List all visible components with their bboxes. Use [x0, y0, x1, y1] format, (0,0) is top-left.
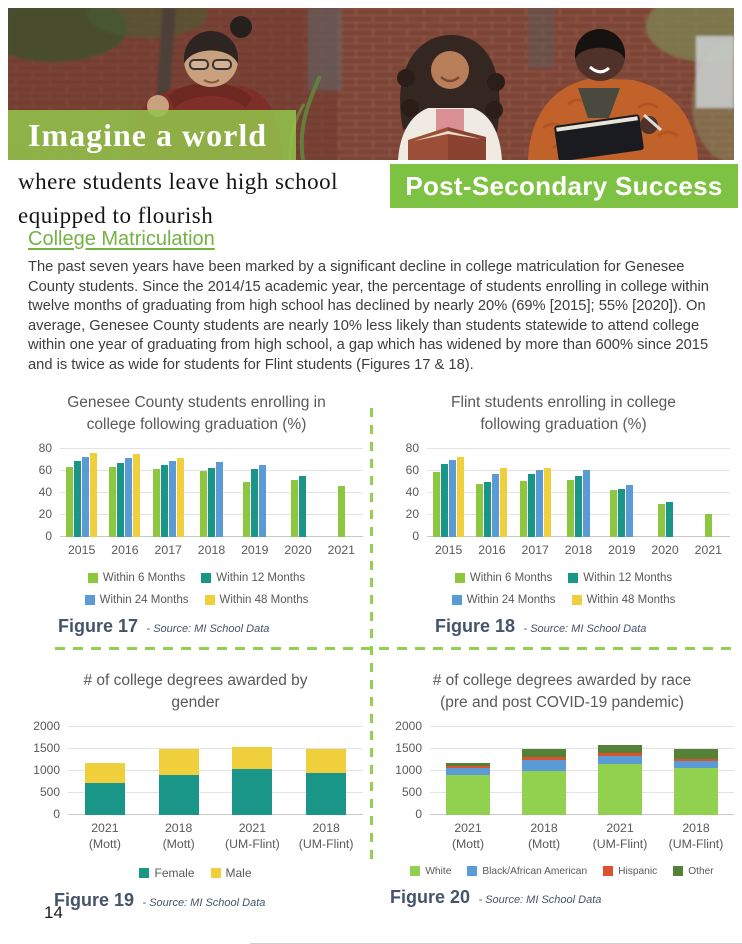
y-axis: [30, 440, 60, 543]
x-tick-label: 2015: [67, 542, 96, 557]
bar-group: [142, 727, 216, 815]
subtitle-line-2: equipped to flourish: [18, 203, 214, 228]
bar-group: [60, 449, 103, 537]
chart-degrees-by-race: [390, 670, 734, 877]
bar-group: [216, 727, 290, 815]
stacked-bar: [232, 747, 272, 815]
bar-group: [103, 449, 146, 537]
legend-item: [205, 594, 309, 606]
figure-18-caption: [435, 616, 730, 637]
bar-segment: [159, 749, 199, 775]
y-tick-label: 0: [415, 806, 422, 821]
bar: [251, 469, 258, 537]
bar-group: [233, 449, 276, 537]
stacked-bar: [522, 749, 566, 815]
bar-segment: [522, 749, 566, 757]
stacked-bar: [85, 763, 125, 815]
x-tick-label: 2017: [154, 542, 182, 557]
legend-swatch: [603, 866, 613, 876]
y-tick-label: 1000: [395, 762, 422, 777]
legend-item: [455, 572, 552, 584]
legend-swatch: [452, 595, 462, 605]
bar: [520, 481, 527, 537]
y-tick-label: 1000: [33, 762, 60, 777]
legend-label: Within 24 Months: [99, 593, 189, 606]
bar-group: [427, 449, 470, 537]
y-tick-label: 2000: [33, 718, 60, 733]
bar: [618, 489, 625, 537]
bar: [658, 504, 665, 537]
legend: [28, 866, 363, 880]
bar: [441, 464, 448, 537]
x-axis: [427, 543, 730, 559]
x-tick-label: 2021 (UM-Flint): [225, 820, 280, 851]
bar-segment: [598, 756, 642, 764]
plot-area: [427, 449, 730, 537]
bar-segment: [85, 763, 125, 784]
bar: [544, 468, 551, 537]
x-tick-label: 2016: [111, 542, 139, 557]
legend-label: Other: [688, 865, 714, 877]
bar: [169, 461, 176, 537]
legend-swatch: [455, 573, 465, 583]
bar: [153, 469, 160, 537]
chart-flint-enrollment: [397, 392, 730, 606]
divider-horizontal: [55, 647, 739, 650]
stacked-bar: [598, 745, 642, 815]
legend-swatch: [673, 866, 683, 876]
legend-swatch: [88, 573, 98, 583]
bar: [583, 470, 590, 537]
divider-vertical: [370, 408, 373, 860]
legend-label: Within 48 Months: [586, 593, 676, 606]
bar: [82, 457, 89, 537]
x-tick-label: 2018: [564, 542, 593, 557]
bar: [528, 474, 535, 537]
legend: [390, 866, 734, 877]
legend-label: Within 12 Months: [583, 571, 673, 584]
y-tick-label: 0: [53, 806, 60, 821]
y-tick-label: 80: [405, 440, 419, 455]
bar-segment: [522, 771, 566, 815]
bar-segment: [598, 764, 642, 815]
legend-item: [201, 572, 305, 584]
bar: [449, 460, 456, 537]
figure-18-block: [397, 392, 730, 637]
x-tick-label: 2018 (Mott): [527, 820, 561, 851]
legend-label: Female: [154, 865, 195, 880]
legend-swatch: [139, 868, 149, 878]
bar: [177, 458, 184, 537]
bar: [575, 476, 582, 537]
bar-segment: [674, 768, 718, 815]
bar: [133, 454, 140, 537]
bar: [492, 474, 499, 537]
bar-segment: [598, 745, 642, 754]
bar: [216, 462, 223, 537]
legend-item: [410, 866, 451, 877]
y-tick-label: 2000: [395, 718, 422, 733]
plot-area: [68, 727, 363, 815]
x-tick-label: 2021 (UM-Flint): [592, 820, 648, 851]
figure-label: Figure 19: [54, 889, 135, 910]
legend-item: [673, 866, 713, 877]
figure-20-block: [390, 658, 734, 908]
bar: [666, 502, 673, 537]
legend-item: [572, 594, 676, 606]
y-tick-label: 40: [38, 484, 52, 499]
chart-genesee-enrollment: [30, 392, 363, 606]
x-tick-label: 2021 (Mott): [451, 820, 485, 851]
bar: [536, 470, 543, 537]
x-tick-label: 2018: [197, 542, 226, 557]
bar: [161, 465, 168, 537]
imagine-banner: [8, 110, 296, 160]
x-axis: [60, 543, 363, 559]
legend-swatch: [568, 573, 578, 583]
bar: [476, 484, 483, 537]
x-tick-label: 2021 (Mott): [88, 820, 121, 851]
y-tick-label: 1500: [33, 740, 60, 755]
bar: [66, 467, 73, 537]
legend-swatch: [201, 573, 211, 583]
legend-item: [88, 572, 185, 584]
bar: [109, 467, 116, 537]
bar-group: [514, 449, 557, 537]
x-tick-label: 2016: [478, 542, 506, 557]
stacked-bar: [446, 763, 490, 815]
bar-group: [658, 727, 734, 815]
bar: [626, 485, 633, 537]
bar: [74, 461, 81, 537]
bar-group: [190, 449, 233, 537]
x-tick-label: 2018 (Mott): [162, 820, 195, 851]
bar: [299, 476, 306, 537]
bar: [200, 471, 207, 537]
y-tick-label: 500: [401, 784, 422, 799]
x-tick-label: 2019: [241, 542, 269, 557]
y-tick-label: 20: [405, 506, 419, 521]
y-tick-label: 0: [45, 528, 52, 543]
y-tick-label: 1500: [395, 740, 422, 755]
legend-swatch: [410, 866, 420, 876]
legend-swatch: [85, 595, 95, 605]
x-tick-label: 2018 (UM-Flint): [298, 820, 354, 851]
figure-17-caption: [58, 616, 363, 637]
x-axis: [68, 821, 363, 853]
chart-title: # of college degrees awarded by gender: [83, 672, 308, 712]
figure-20-caption: [390, 887, 734, 908]
y-tick-label: 0: [412, 528, 419, 543]
legend-label: Within 6 Months: [469, 571, 553, 584]
bar-segment: [674, 761, 718, 768]
bar: [125, 458, 132, 537]
legend-swatch: [205, 595, 215, 605]
figure-19-block: [28, 658, 363, 911]
y-axis: [397, 440, 427, 543]
x-axis: [430, 821, 734, 853]
bar-group: [430, 727, 506, 815]
y-tick-label: 60: [38, 462, 52, 477]
bar: [90, 453, 97, 537]
x-tick-label: 2017: [521, 542, 549, 557]
bar-group: [147, 449, 190, 537]
bar: [484, 482, 491, 537]
legend-item: [85, 594, 189, 606]
figure-19-caption: [54, 890, 363, 911]
figure-source: - Source: MI School Data: [146, 622, 270, 635]
bar-group: [557, 449, 600, 537]
bar-group: [320, 449, 363, 537]
bar: [117, 463, 124, 537]
bar: [610, 490, 617, 537]
bar-segment: [522, 760, 566, 772]
bar: [705, 514, 712, 537]
bar-segment: [306, 749, 346, 773]
x-tick-label: 2020: [284, 542, 312, 557]
bar-segment: [306, 773, 346, 815]
y-axis: [28, 718, 68, 821]
x-tick-label: 2018 (UM-Flint): [668, 820, 724, 851]
page-number: 14: [44, 903, 63, 922]
figure-label: Figure 18: [435, 615, 516, 636]
y-tick-label: 40: [405, 484, 419, 499]
legend-label: Male: [225, 865, 252, 880]
x-tick-label: 2020: [651, 542, 679, 557]
chart-degrees-by-gender: [28, 670, 363, 880]
bar-segment: [674, 749, 718, 759]
stacked-bar: [306, 749, 346, 815]
bar-group: [506, 727, 582, 815]
bar: [338, 486, 345, 537]
legend-label: Within 12 Months: [216, 571, 306, 584]
legend-label: Within 6 Months: [102, 571, 186, 584]
legend: [397, 572, 730, 606]
plot-area: [430, 727, 734, 815]
legend-label: Hispanic: [618, 865, 658, 877]
figure-17-block: [30, 392, 363, 637]
bar-group: [600, 449, 643, 537]
y-tick-label: 20: [38, 506, 52, 521]
stacked-bar: [159, 749, 199, 815]
bar: [291, 480, 298, 537]
bar-group: [687, 449, 730, 537]
bar-group: [643, 449, 686, 537]
figure-source: - Source: MI School Data: [142, 896, 266, 909]
legend-label: White: [425, 865, 452, 877]
y-tick-label: 80: [38, 440, 52, 455]
y-axis: [390, 718, 430, 821]
plot-area: [60, 449, 363, 537]
bar: [433, 472, 440, 537]
header-subtitle: [18, 165, 338, 233]
bar: [259, 465, 266, 537]
legend-item: [139, 866, 194, 880]
bar-segment: [159, 775, 199, 815]
figure-source: - Source: MI School Data: [523, 622, 647, 635]
bar-group: [289, 727, 363, 815]
legend-label: Within 48 Months: [219, 593, 309, 606]
bar-group: [470, 449, 513, 537]
bar-segment: [85, 783, 125, 815]
figure-label: Figure 17: [58, 615, 139, 636]
bar: [208, 468, 215, 537]
bar: [243, 482, 250, 537]
bar: [500, 468, 507, 537]
figure-label: Figure 20: [390, 886, 471, 907]
x-tick-label: 2019: [608, 542, 636, 557]
legend-swatch: [572, 595, 582, 605]
legend-item: [603, 866, 657, 877]
x-tick-label: 2015: [434, 542, 463, 557]
x-tick-label: 2021: [327, 542, 355, 557]
chart-title: # of college degrees awarded by race (pre and post COVID-19 pandemic): [432, 672, 692, 712]
legend-item: [467, 866, 587, 877]
chart-title: Genesee County students enrolling in college following graduation (%): [67, 394, 326, 434]
legend-label: Within 24 Months: [466, 593, 556, 606]
legend-swatch: [211, 868, 221, 878]
bar-segment: [446, 768, 490, 775]
y-tick-label: 60: [405, 462, 419, 477]
bar-group: [582, 727, 658, 815]
figure-source: - Source: MI School Data: [478, 893, 602, 906]
section-heading: College Matriculation: [28, 228, 215, 250]
subtitle-line-1: where students leave high school: [18, 169, 339, 194]
stacked-bar: [674, 749, 718, 815]
bar: [567, 480, 574, 537]
banner-title: Imagine a world: [28, 116, 267, 153]
legend: [30, 572, 363, 606]
bar-group: [68, 727, 142, 815]
y-tick-label: 500: [39, 784, 60, 799]
legend-item: [452, 594, 556, 606]
post-secondary-badge: Post-Secondary Success: [390, 164, 738, 208]
legend-label: Black/African American: [482, 865, 588, 877]
chart-title: Flint students enrolling in college following graduation (%): [451, 394, 676, 434]
legend-swatch: [467, 866, 477, 876]
legend-item: [568, 572, 672, 584]
body-paragraph: The past seven years have been marked by a significant decline in college matriculation for Genesee County students. Since the 2014/15 academic year, the percentage of students enrolling in college within twelve months of graduating from high school has declined by nearly 20% (69% [2015]; 55% [2020]). On average, Genesee County students are nearly 10% less likely than students statewide to attend college within one year of graduating from high school, a gap which has widened by more than 600% since 2015 and is twice as wide for students for Flint students (Figures 17 & 18).: [28, 259, 709, 373]
bar-segment: [446, 775, 490, 815]
bar: [457, 457, 464, 537]
x-tick-label: 2021: [694, 542, 722, 557]
header-photo: [8, 8, 734, 160]
bar-segment: [232, 769, 272, 815]
bar-segment: [232, 747, 272, 769]
bar-group: [276, 449, 319, 537]
legend-item: [211, 866, 252, 880]
